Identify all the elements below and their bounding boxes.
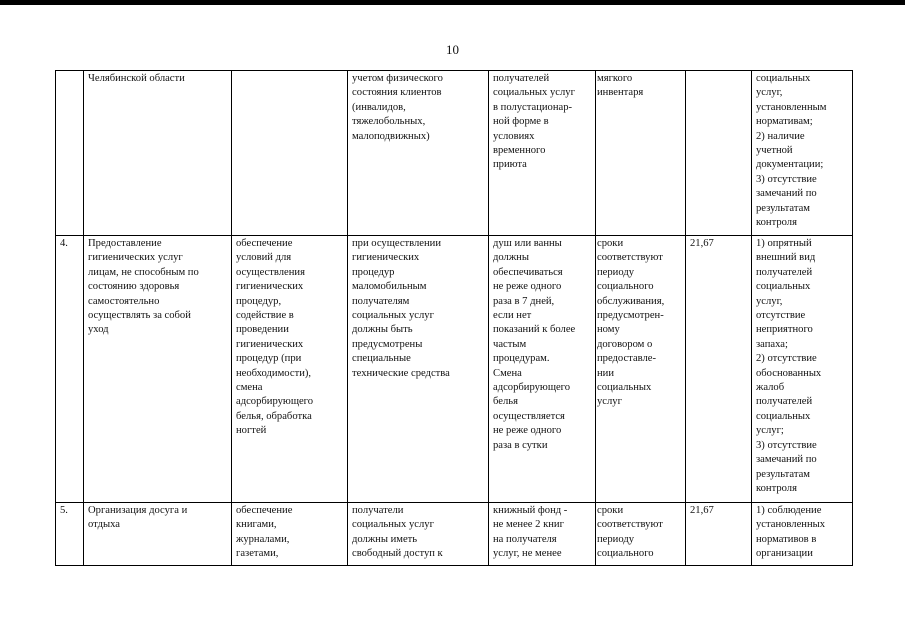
service-volume: душ или ванны должны обеспечиваться не реже одного раза в 7 дней, если нет показаний к более частым процедурам. Смена адсорбирующего белья осуществляется не реже одного раза в сутки [489,236,596,503]
row-number: 5. [56,503,84,566]
service-terms: сроки соответствуют периоду социального обслуживания, предусмотрен- ному договором о предоставле- нии социальных услуг [596,236,686,503]
service-name: Предоставление гигиенических услуг лицам, не способным по состоянию здоровья самостоятельно осуществлять за собой уход [84,236,232,503]
service-name: Челябинской области [84,71,232,236]
service-content: обеспечение книгами, журналами, газетами, [232,503,348,566]
row-number: 4. [56,236,84,503]
table-row [56,71,853,236]
service-quality: 1) соблюдение установленных нормативов в организации [752,503,853,566]
service-quality: социальных услуг, установленным нормативам; 2) наличие учетной документации; 3) отсутствие замечаний по результатам контроля [752,71,853,236]
service-name: Организация досуга и отдыха [84,503,232,566]
service-norm: 21,67 [686,236,752,503]
service-conditions: учетом физического состояния клиентов (инвалидов, тяжелобольных, малоподвижных) [348,71,489,236]
service-terms: сроки соответствуют периоду социального [596,503,686,566]
service-content [232,71,348,236]
page-number: 10 [446,42,459,57]
top-border [0,0,905,5]
service-norm [686,71,752,236]
table-row [56,503,853,566]
service-quality: 1) опрятный внешний вид получателей социальных услуг, отсутствие неприятного запаха; 2) отсутствие обоснованных жалоб получателей социальных услуг; 3) отсутствие замечаний по результатам контроля [752,236,853,503]
table-row [56,236,853,503]
service-volume: получателей социальных услуг в полустационар- ной форме в условиях временного приюта [489,71,596,236]
service-terms: мягкого инвентаря [596,71,686,236]
row-number [56,71,84,236]
service-volume: книжный фонд - не менее 2 книг на получателя услуг, не менее [489,503,596,566]
services-table [55,70,853,566]
service-conditions: при осуществлении гигиенических процедур маломобильным получателям социальных услуг должны быть предусмотрены специальные технические средства [348,236,489,503]
service-content: обеспечение условий для осуществления гигиенических процедур, содействие в проведении гигиенических процедур (при необходимости), смена адсорбирующего белья, обработка ногтей [232,236,348,503]
service-norm: 21,67 [686,503,752,566]
service-conditions: получатели социальных услуг должны иметь свободный доступ к [348,503,489,566]
